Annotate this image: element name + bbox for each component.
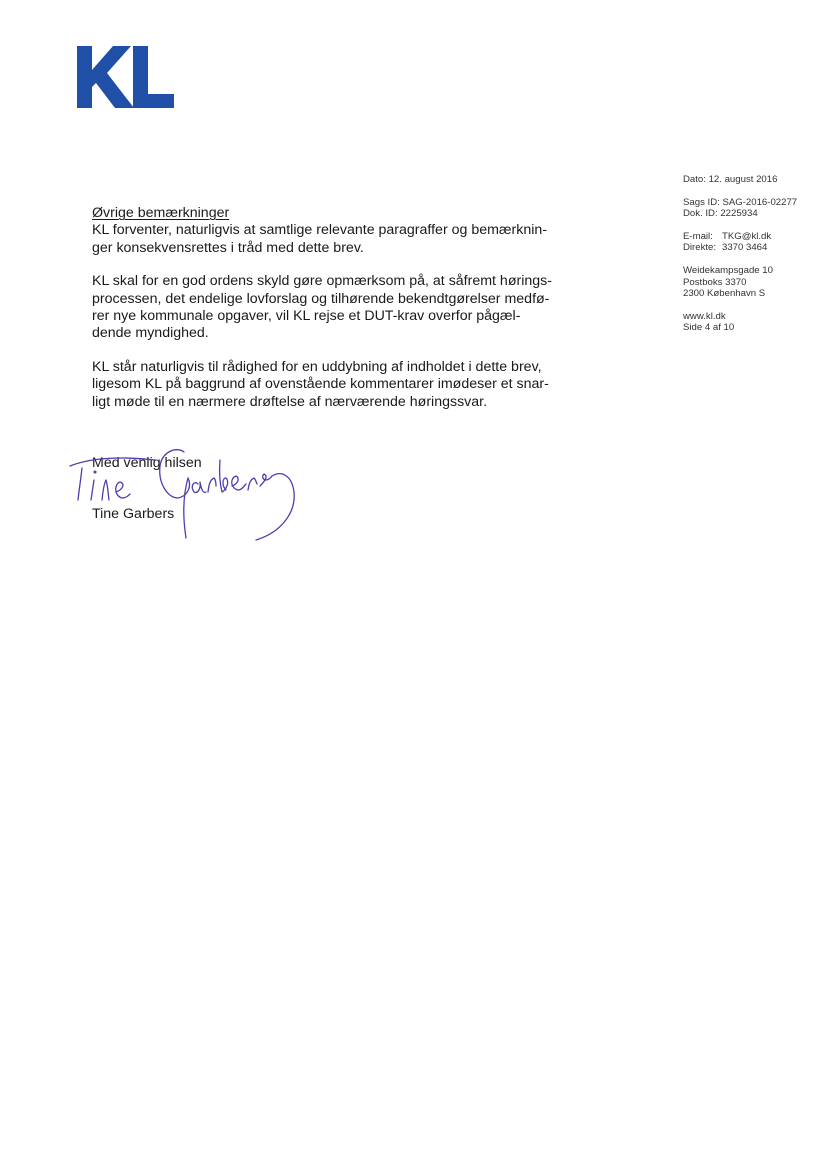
website: www.kl.dk: [683, 310, 726, 322]
paragraph-2-line: dende myndighed.: [92, 325, 209, 342]
date: Dato: 12. august 2016: [683, 174, 778, 185]
web-group: [683, 311, 823, 334]
paragraph-3-line: KL står naturligvis til rådighed for en uddybning af indholdet i dette brev,: [92, 358, 542, 375]
direct-phone-line: [683, 242, 823, 254]
case-id: Sags ID: SAG-2016-02277: [683, 196, 798, 208]
direct-phone-label: Direkte:: [683, 242, 717, 254]
address-box: Postboks 3370: [683, 276, 747, 288]
paragraph-3-line: ligt møde til en nærmere drøftelse af nærværende høringssvar.: [92, 393, 488, 410]
paragraph-2-line: rer nye kommunale opgaver, vil KL rejse et DUT-krav overfor pågæl-: [92, 308, 521, 325]
contact-group: [683, 231, 823, 254]
paragraph-2: [92, 273, 572, 343]
address-street: Weidekampsgade 10: [683, 264, 773, 276]
letter-body: [92, 205, 572, 427]
address-city: 2300 København S: [683, 288, 766, 300]
document-id: Dok. ID: 2225934: [683, 208, 758, 220]
closing-salutation: Med venlig hilsen: [92, 455, 202, 471]
email-value: TKG@kl.dk: [722, 230, 772, 242]
reference-group: [683, 197, 823, 220]
address-group: [683, 265, 823, 300]
paragraph-2-line: processen, det endelige lovforslag og tilhørende bekendtgørelser medfø-: [92, 290, 550, 307]
paragraph-3-line: ligesom KL på baggrund af ovenstående kommentarer imødeser et snar-: [92, 376, 549, 393]
page-number: Side 4 af 10: [683, 322, 735, 334]
kl-logo-mark: [77, 46, 177, 108]
paragraph-1-line: KL forventer, naturligvis at samtlige relevante paragraffer og bemærknin-: [92, 222, 548, 239]
paragraph-1: [92, 222, 572, 257]
paragraph-3: [92, 359, 572, 411]
date-group: [683, 174, 823, 186]
letter-metadata: [683, 174, 823, 345]
direct-phone-value: 3370 3464: [722, 242, 768, 254]
kl-logo: [77, 46, 177, 108]
section-heading: Øvrige bemærkninger: [92, 205, 230, 221]
email-line: [683, 231, 823, 243]
signatory-name: Tine Garbers: [92, 506, 175, 522]
paragraph-2-line: KL skal for en god ordens skyld gøre opmærksom på, at såfremt hørings-: [92, 273, 552, 290]
paragraph-1-line: ger konsekvensrettes i tråd med dette brev.: [92, 239, 364, 256]
email-label: E-mail:: [683, 230, 713, 242]
